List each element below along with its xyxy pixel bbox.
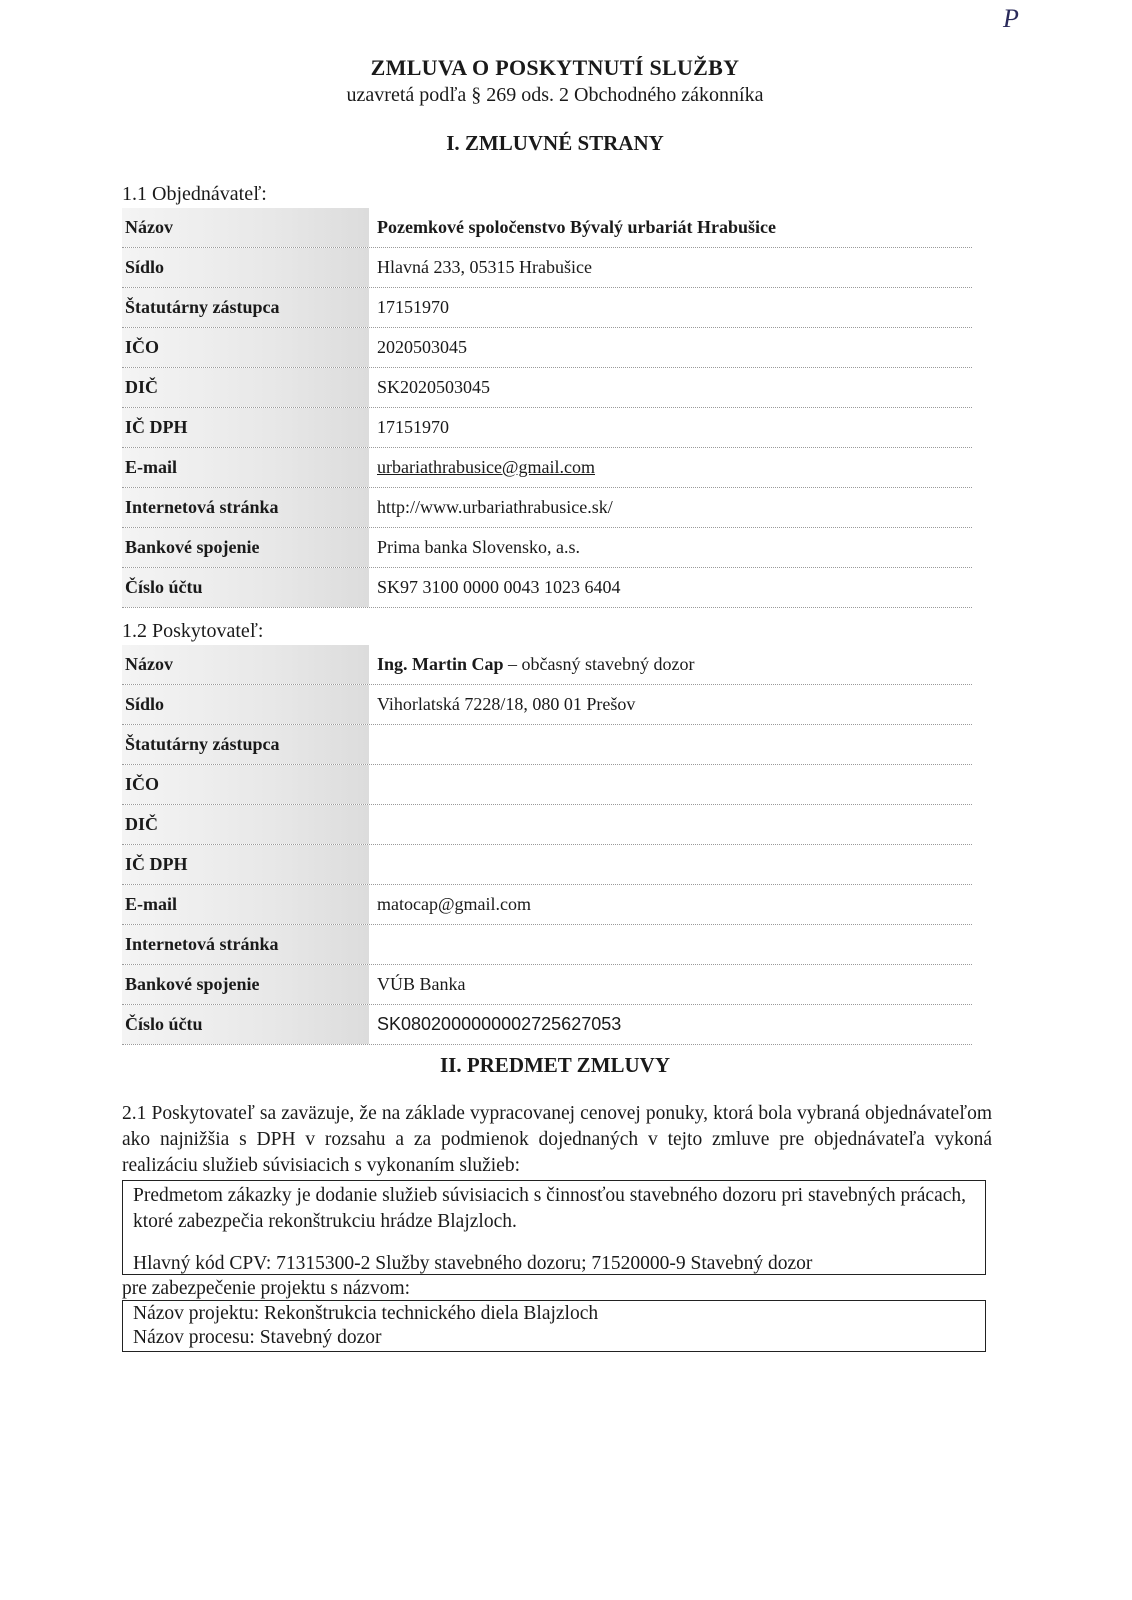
row-label: Internetová stránka	[122, 488, 369, 527]
row-value: SK2020503045	[377, 377, 491, 397]
row-label: E-mail	[122, 885, 369, 924]
row-label: IČ DPH	[122, 845, 369, 884]
section-heading-subject: II. PREDMET ZMLUVY	[439, 1053, 671, 1077]
row-value: Pozemkové spoločenstvo Bývalý urbariát Hrabušice	[377, 217, 776, 237]
email-link[interactable]: urbariathrabusice@gmail.com	[377, 457, 595, 477]
row-label: IČO	[122, 328, 369, 367]
table-row	[122, 685, 972, 725]
row-label: Názov	[122, 645, 369, 684]
table-row	[122, 488, 972, 528]
row-label: Internetová stránka	[122, 925, 369, 964]
orderer-table	[122, 208, 972, 608]
clause-2-1: 2.1 Poskytovateľ sa zaväzuje, že na základe vypracovanej cenovej ponuky, ktorá bola vybraná objednávateľom ako najnižšia s DPH v rozsahu a za podmienok dojednaných v tejto zmluve pre objednávateľa vykoná realizáciu služieb súvisiacich s vykonaním služieb:	[122, 1103, 992, 1176]
table-row	[122, 805, 972, 845]
row-value: 17151970	[377, 297, 449, 317]
row-value: SK0802000000002725627053	[377, 1014, 622, 1034]
provider-role: – občasný stavebný dozor	[503, 654, 695, 674]
table-row	[122, 528, 972, 568]
table-row	[122, 645, 972, 685]
project-name: Názov projektu: Rekonštrukcia technického diela Blajzloch	[133, 1303, 599, 1324]
row-label: IČ DPH	[122, 408, 369, 447]
row-value: Hlavná 233, 05315 Hrabušice	[377, 257, 592, 277]
table-row	[122, 248, 972, 288]
row-label: Štatutárny zástupca	[122, 725, 369, 764]
row-label: Štatutárny zástupca	[122, 288, 369, 327]
cpv-code-text: Hlavný kód CPV: 71315300-2 Služby stavebného dozoru; 71520000-9 Stavebný dozor	[133, 1253, 813, 1274]
row-value: Vihorlatská 7228/18, 080 01 Prešov	[377, 694, 636, 714]
table-row	[122, 408, 972, 448]
row-value: matocap@gmail.com	[377, 894, 532, 914]
table-row	[122, 288, 972, 328]
orderer-heading: 1.1 Objednávateľ:	[122, 183, 267, 205]
row-value: 2020503045	[377, 337, 467, 357]
row-value: VÚB Banka	[377, 974, 466, 994]
row-value: Prima banka Slovensko, a.s.	[377, 537, 580, 557]
row-label: Bankové spojenie	[122, 528, 369, 567]
page-number-mark: P	[1003, 4, 1019, 33]
section-heading-parties: I. ZMLUVNÉ STRANY	[446, 131, 664, 155]
table-row	[122, 885, 972, 925]
table-row	[122, 965, 972, 1005]
document-title: ZMLUVA O POSKYTNUTÍ SLUŽBY	[370, 55, 740, 80]
table-row	[122, 568, 972, 608]
table-row	[122, 1005, 972, 1045]
table-row	[122, 765, 972, 805]
row-value: SK97 3100 0000 0043 1023 6404	[377, 577, 621, 597]
provider-name: Ing. Martin Cap	[377, 654, 504, 674]
row-label: Číslo účtu	[122, 568, 369, 607]
table-row	[122, 208, 972, 248]
process-name: Názov procesu: Stavebný dozor	[133, 1327, 382, 1348]
scope-box	[122, 1180, 986, 1275]
row-value	[377, 645, 694, 684]
provider-table	[122, 645, 972, 1045]
project-lead-text: pre zabezpečenie projektu s názvom:	[122, 1278, 411, 1299]
project-box	[122, 1300, 986, 1352]
scope-text: Predmetom zákazky je dodanie služieb súvisiacich s činnosťou stavebného dozoru pri stavebných prácach, ktoré zabezpečia rekonštrukciu hrádze Blajzloch.	[133, 1185, 967, 1232]
row-label: Číslo účtu	[122, 1005, 369, 1044]
row-label: Sídlo	[122, 685, 369, 724]
document-subtitle: uzavretá podľa § 269 ods. 2 Obchodného zákonníka	[346, 84, 764, 106]
table-row	[122, 448, 972, 488]
row-label: Sídlo	[122, 248, 369, 287]
row-label: DIČ	[122, 805, 369, 844]
row-label: IČO	[122, 765, 369, 804]
table-row	[122, 925, 972, 965]
row-label: Bankové spojenie	[122, 965, 369, 1004]
table-row	[122, 328, 972, 368]
row-value: 17151970	[377, 417, 449, 437]
row-label: Názov	[122, 208, 369, 247]
row-label: DIČ	[122, 368, 369, 407]
table-row	[122, 725, 972, 765]
provider-heading: 1.2 Poskytovateľ:	[122, 620, 264, 642]
row-label: E-mail	[122, 448, 369, 487]
website-value: http://www.urbariathrabusice.sk/	[377, 497, 613, 517]
table-row	[122, 368, 972, 408]
table-row	[122, 845, 972, 885]
